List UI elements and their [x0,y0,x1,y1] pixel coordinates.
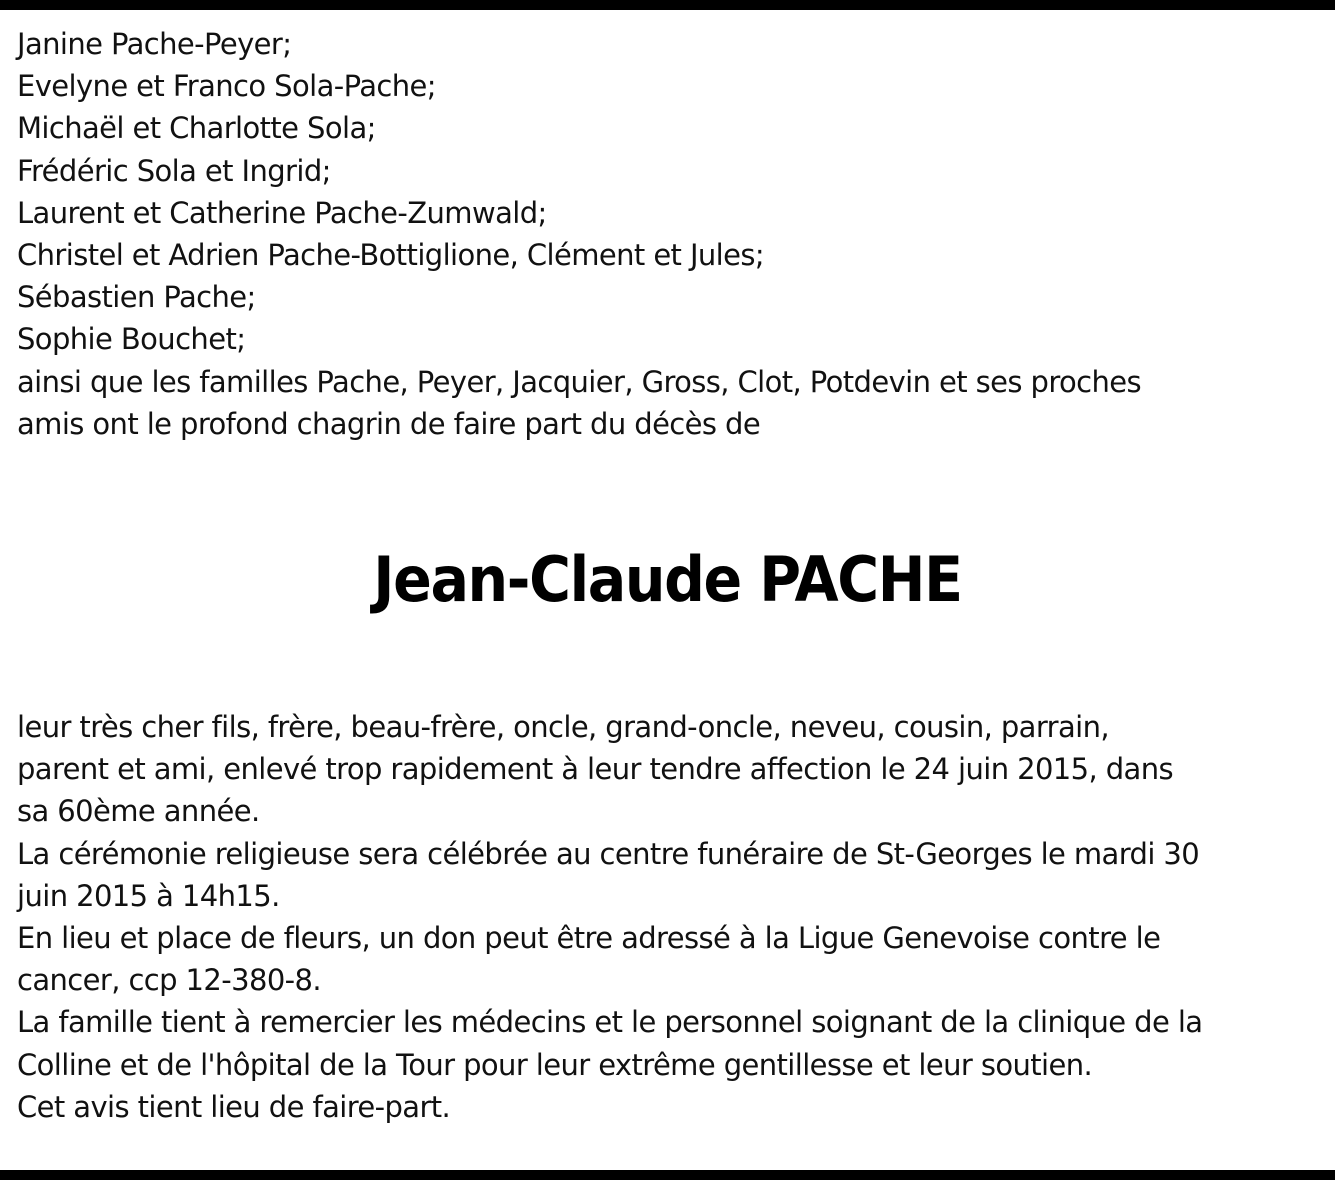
family-line: Frédéric Sola et Ingrid; [17,153,331,188]
family-line: ainsi que les familles Pache, Peyer, Jacquier, Gross, Clot, Potdevin et ses proches [17,364,1142,399]
family-line: Sébastien Pache; [17,280,256,315]
body-line: sa 60ème année. [17,794,260,829]
deceased-name: Jean-Claude PACHE [373,543,962,616]
body-line: Colline et de l'hôpital de la Tour pour leur extrême gentillesse et leur soutien. [17,1047,1093,1082]
family-line: Evelyne et Franco Sola-Pache; [17,69,436,104]
bottom-rule [0,1170,1335,1180]
notice-body [17,706,1327,1128]
body-line: La cérémonie religieuse sera célébrée au centre funéraire de St-Georges le mardi 30 [17,836,1200,871]
body-line: parent et ami, enlevé trop rapidement à leur tendre affection le 24 juin 2015, dans [17,752,1173,787]
top-rule [0,0,1335,10]
body-line: cancer, ccp 12-380-8. [17,963,322,998]
family-list [17,23,1327,445]
body-line: La famille tient à remercier les médecins et le personnel soignant de la clinique de la [17,1005,1203,1040]
family-line: Sophie Bouchet; [17,322,246,357]
body-line: juin 2015 à 14h15. [17,878,280,913]
family-line: Michaël et Charlotte Sola; [17,111,376,146]
family-line: Christel et Adrien Pache-Bottiglione, Clément et Jules; [17,237,765,272]
body-line: leur très cher fils, frère, beau-frère, oncle, grand-oncle, neveu, cousin, parrain, [17,710,1110,744]
body-line: En lieu et place de fleurs, un don peut être adressé à la Ligue Genevoise contre le [17,920,1161,955]
family-line: Janine Pache-Peyer; [17,27,292,61]
family-line: Laurent et Catherine Pache-Zumwald; [17,195,547,230]
family-line: amis ont le profond chagrin de faire part du décès de [17,406,761,441]
body-line: Cet avis tient lieu de faire-part. [17,1089,451,1124]
